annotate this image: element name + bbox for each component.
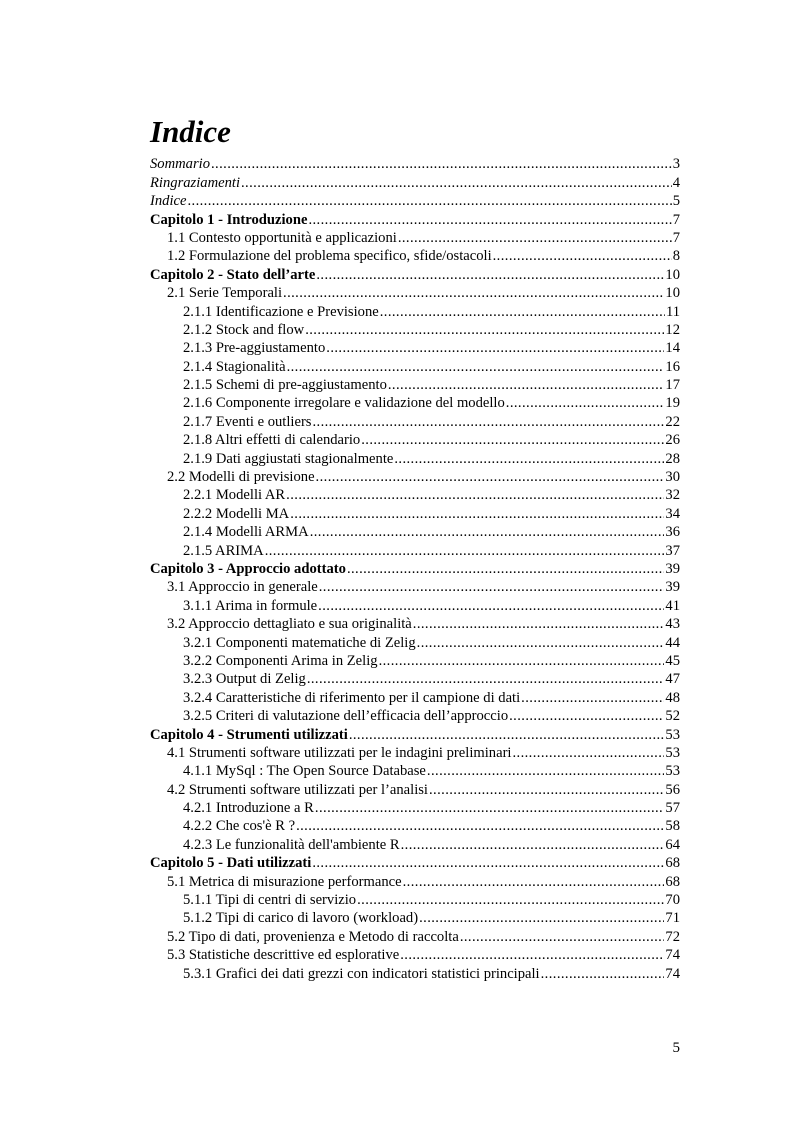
- toc-entry-label: 3.2.1 Componenti matematiche di Zelig: [183, 634, 416, 651]
- toc-entry-page: 5: [672, 193, 680, 210]
- toc-leader-dots: [512, 744, 664, 762]
- toc-entry-label: 2.1.6 Componente irregolare e validazione del modello: [183, 395, 505, 412]
- toc-entry[interactable]: [150, 909, 680, 927]
- toc-leader-dots: [312, 413, 664, 431]
- toc-entry-page: 32: [665, 487, 680, 504]
- toc-entry-label: 2.1.5 ARIMA: [183, 542, 264, 559]
- toc-leader-dots: [427, 762, 664, 780]
- toc-leader-dots: [349, 726, 665, 744]
- toc-entry-page: 44: [665, 634, 680, 651]
- toc-leader-dots: [187, 192, 671, 210]
- toc-entry-page: 53: [665, 744, 680, 761]
- toc-leader-dots: [347, 560, 664, 578]
- toc-entry[interactable]: [150, 578, 680, 596]
- toc-entry[interactable]: [150, 615, 680, 633]
- toc-entry[interactable]: [150, 596, 680, 614]
- toc-entry-label: 2.1.5 Schemi di pre-aggiustamento: [183, 377, 387, 394]
- toc-leader-dots: [413, 615, 665, 633]
- toc-entry[interactable]: [150, 560, 680, 578]
- toc-leader-dots: [419, 909, 664, 927]
- toc-entry-label: 3.1.1 Arima in formule: [183, 597, 318, 614]
- toc-entry-page: 7: [672, 211, 680, 228]
- toc-entry-page: 12: [665, 321, 680, 338]
- toc-entry[interactable]: [150, 394, 680, 412]
- toc-leader-dots: [506, 394, 665, 412]
- toc-entry-label: 3.2.3 Output di Zelig: [183, 671, 306, 688]
- toc-entry[interactable]: [150, 265, 680, 283]
- toc-leader-dots: [316, 468, 665, 486]
- toc-entry[interactable]: [150, 412, 680, 430]
- toc-entry-label: 2.1.3 Pre-aggiustamento: [183, 340, 326, 357]
- toc-entry[interactable]: [150, 339, 680, 357]
- toc-entry-page: 39: [665, 579, 680, 596]
- toc-entry-page: 34: [665, 505, 680, 522]
- toc-entry-label: Capitolo 2 - Stato dell’arte: [150, 266, 316, 283]
- toc-leader-dots: [287, 358, 665, 376]
- toc-entry-page: 47: [665, 671, 680, 688]
- toc-entry-label: 3.2.2 Componenti Arima in Zelig: [183, 652, 378, 669]
- toc-entry-page: 48: [665, 689, 680, 706]
- toc-entry-label: Capitolo 1 - Introduzione: [150, 211, 308, 228]
- toc-leader-dots: [403, 873, 665, 891]
- toc-leader-dots: [241, 174, 672, 192]
- toc-leader-dots: [493, 247, 672, 265]
- toc-entry[interactable]: [150, 357, 680, 375]
- toc-entry[interactable]: [150, 725, 680, 743]
- toc-entry-label: 2.1 Serie Temporali: [167, 285, 283, 302]
- toc-entry[interactable]: [150, 449, 680, 467]
- toc-entry-label: 2.1.8 Altri effetti di calendario: [183, 432, 361, 449]
- toc-entry-page: 3: [672, 156, 680, 173]
- toc-entry-page: 10: [665, 266, 680, 283]
- toc-entry-page: 11: [665, 303, 680, 320]
- toc-entry-label: 5.2 Tipo di dati, provenienza e Metodo di raccolta: [167, 928, 459, 945]
- toc-entry[interactable]: [150, 486, 680, 504]
- toc-leader-dots: [417, 634, 665, 652]
- toc-entry-label: Capitolo 4 - Strumenti utilizzati: [150, 726, 348, 743]
- toc-entry[interactable]: [150, 688, 680, 706]
- toc-entry[interactable]: [150, 321, 680, 339]
- toc-leader-dots: [394, 450, 664, 468]
- toc-leader-dots: [541, 965, 665, 983]
- toc-leader-dots: [315, 799, 664, 817]
- toc-entry-label: 2.1.7 Eventi e outliers: [183, 413, 312, 430]
- toc-entry-page: 74: [665, 947, 680, 964]
- toc-leader-dots: [326, 339, 664, 357]
- toc-entry-label: 3.2.5 Criteri di valutazione dell’efficacia dell’approccio: [183, 708, 509, 725]
- toc-leader-dots: [400, 946, 664, 964]
- toc-entry-label: 4.1.1 MySql : The Open Source Database: [183, 763, 426, 780]
- page-number: 5: [672, 1040, 680, 1056]
- toc-entry-label: 4.2 Strumenti software utilizzati per l’analisi: [167, 781, 428, 798]
- toc-entry[interactable]: [150, 229, 680, 247]
- toc-entry[interactable]: [150, 523, 680, 541]
- toc-entry-label: 4.2.1 Introduzione a R: [183, 800, 314, 817]
- toc-leader-dots: [310, 523, 665, 541]
- toc-entry[interactable]: [150, 707, 680, 725]
- toc-leader-dots: [318, 597, 664, 615]
- toc-entry[interactable]: [150, 927, 680, 945]
- toc-entry-page: 17: [665, 377, 680, 394]
- toc-leader-dots: [265, 542, 665, 560]
- toc-entry-label: 3.2 Approccio dettagliato e sua originalità: [167, 616, 412, 633]
- toc-leader-dots: [521, 689, 664, 707]
- toc-entry-page: 64: [665, 836, 680, 853]
- toc-entry[interactable]: [150, 210, 680, 228]
- toc-leader-dots: [312, 854, 664, 872]
- toc-leader-dots: [283, 284, 664, 302]
- toc-entry-page: 53: [665, 726, 680, 743]
- toc-entry-label: 3.1 Approccio in generale: [167, 579, 318, 596]
- toc-entry-label: Capitolo 3 - Approccio adottato: [150, 560, 346, 577]
- toc-entry[interactable]: [150, 670, 680, 688]
- toc-entry-page: 45: [665, 652, 680, 669]
- toc-entry-label: Ringraziamenti: [150, 174, 240, 191]
- toc-leader-dots: [308, 211, 671, 229]
- toc-entry-page: 41: [665, 597, 680, 614]
- toc-entry-page: 14: [665, 340, 680, 357]
- toc-entry-page: 7: [672, 229, 680, 246]
- toc-entry-label: 4.2.3 Le funzionalità dell'ambiente R: [183, 836, 400, 853]
- toc-entry-label: 1.2 Formulazione del problema specifico, sfide/ostacoli: [167, 248, 492, 265]
- toc-entry-label: 2.2.2 Modelli MA: [183, 505, 290, 522]
- toc-entry-page: 36: [665, 524, 680, 541]
- toc-entry-label: 4.2.2 Che cos'è R ?: [183, 818, 296, 835]
- toc-entry[interactable]: [150, 431, 680, 449]
- toc-entry-page: 4: [672, 174, 680, 191]
- table-of-contents: [150, 155, 680, 983]
- toc-entry[interactable]: [150, 799, 680, 817]
- toc-entry[interactable]: [150, 173, 680, 191]
- toc-leader-dots: [305, 321, 664, 339]
- toc-entry-label: 2.2.1 Modelli AR: [183, 487, 286, 504]
- toc-entry-page: 43: [665, 616, 680, 633]
- toc-entry[interactable]: [150, 817, 680, 835]
- toc-leader-dots: [401, 836, 665, 854]
- toc-entry-page: 57: [665, 800, 680, 817]
- toc-leader-dots: [460, 928, 665, 946]
- toc-entry-page: 26: [665, 432, 680, 449]
- toc-entry-label: 5.1.2 Tipi di carico di lavoro (workload): [183, 910, 419, 927]
- toc-entry-page: 10: [665, 285, 680, 302]
- toc-entry-label: 5.1 Metrica di misurazione performance: [167, 873, 402, 890]
- toc-entry[interactable]: [150, 835, 680, 853]
- toc-leader-dots: [429, 781, 664, 799]
- toc-entry[interactable]: [150, 376, 680, 394]
- toc-leader-dots: [380, 303, 665, 321]
- toc-entry-page: 28: [665, 450, 680, 467]
- toc-leader-dots: [509, 707, 664, 725]
- toc-leader-dots: [211, 155, 672, 173]
- toc-entry[interactable]: [150, 155, 680, 173]
- toc-entry-page: 37: [665, 542, 680, 559]
- toc-leader-dots: [286, 486, 664, 504]
- toc-leader-dots: [388, 376, 665, 394]
- toc-entry-page: 53: [665, 763, 680, 780]
- page-title: Indice: [150, 114, 231, 149]
- toc-entry[interactable]: [150, 964, 680, 982]
- toc-leader-dots: [290, 505, 664, 523]
- toc-entry-label: 2.1.4 Modelli ARMA: [183, 524, 309, 541]
- toc-entry[interactable]: [150, 762, 680, 780]
- toc-entry-page: 39: [665, 560, 680, 577]
- toc-entry-label: 3.2.4 Caratteristiche di riferimento per il campione di dati: [183, 689, 521, 706]
- toc-entry[interactable]: [150, 247, 680, 265]
- toc-entry-label: 5.1.1 Tipi di centri di servizio: [183, 892, 357, 909]
- toc-entry-label: 1.1 Contesto opportunità e applicazioni: [167, 229, 397, 246]
- toc-entry[interactable]: [150, 946, 680, 964]
- toc-entry-label: 2.1.4 Stagionalità: [183, 358, 286, 375]
- toc-entry-page: 8: [672, 248, 680, 265]
- toc-entry-page: 22: [665, 413, 680, 430]
- toc-entry-page: 72: [665, 928, 680, 945]
- toc-entry[interactable]: [150, 541, 680, 559]
- toc-entry[interactable]: [150, 744, 680, 762]
- toc-leader-dots: [379, 652, 665, 670]
- toc-entry-label: Indice: [150, 193, 187, 210]
- toc-leader-dots: [398, 229, 672, 247]
- toc-entry-label: 5.3.1 Grafici dei dati grezzi con indicatori statistici principali: [183, 965, 540, 982]
- toc-entry-page: 19: [665, 395, 680, 412]
- toc-entry-page: 56: [665, 781, 680, 798]
- toc-entry-label: 2.2 Modelli di previsione: [167, 469, 315, 486]
- toc-entry-page: 70: [665, 892, 680, 909]
- toc-leader-dots: [319, 578, 665, 596]
- toc-entry-page: 52: [665, 708, 680, 725]
- toc-entry-label: Sommario: [150, 156, 210, 173]
- toc-entry[interactable]: [150, 468, 680, 486]
- toc-entry-label: Capitolo 5 - Dati utilizzati: [150, 855, 312, 872]
- toc-leader-dots: [361, 431, 664, 449]
- toc-leader-dots: [357, 891, 664, 909]
- toc-entry-page: 68: [665, 855, 680, 872]
- toc-entry-label: 4.1 Strumenti software utilizzati per le indagini preliminari: [167, 744, 512, 761]
- toc-entry-label: 5.3 Statistiche descrittive ed esplorative: [167, 947, 400, 964]
- toc-entry[interactable]: [150, 854, 680, 872]
- toc-entry[interactable]: [150, 633, 680, 651]
- toc-entry-label: 2.1.1 Identificazione e Previsione: [183, 303, 379, 320]
- toc-entry[interactable]: [150, 504, 680, 522]
- toc-leader-dots: [307, 670, 665, 688]
- toc-entry-page: 16: [665, 358, 680, 375]
- toc-entry-label: 2.1.2 Stock and flow: [183, 321, 305, 338]
- toc-entry[interactable]: [150, 302, 680, 320]
- toc-entry-page: 58: [665, 818, 680, 835]
- toc-leader-dots: [296, 817, 664, 835]
- toc-entry[interactable]: [150, 780, 680, 798]
- toc-entry[interactable]: [150, 192, 680, 210]
- toc-leader-dots: [316, 266, 664, 284]
- toc-entry-page: 68: [665, 873, 680, 890]
- toc-entry[interactable]: [150, 872, 680, 890]
- toc-entry-page: 30: [665, 469, 680, 486]
- toc-entry-page: 74: [665, 965, 680, 982]
- toc-entry[interactable]: [150, 284, 680, 302]
- toc-entry[interactable]: [150, 652, 680, 670]
- toc-entry-label: 2.1.9 Dati aggiustati stagionalmente: [183, 450, 394, 467]
- toc-entry[interactable]: [150, 891, 680, 909]
- toc-entry-page: 71: [665, 910, 680, 927]
